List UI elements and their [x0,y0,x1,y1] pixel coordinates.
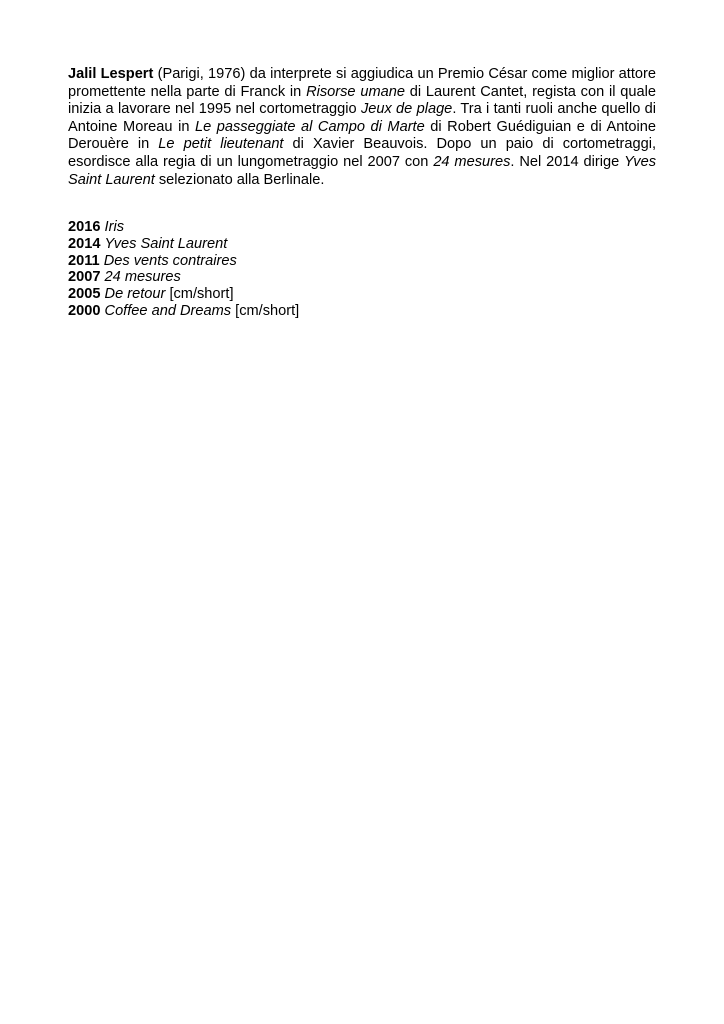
director-name: Jalil Lespert [68,66,154,82]
bio-text: . Tra i tanti ruoli anche quello di Antoine Moreau in [68,101,657,135]
film-year: 2000 [68,302,101,319]
filmography-item [68,269,656,286]
bio-text: di Xavier Beauvois. Dopo un paio di cortometraggi, esordisce alla regia di un lungometraggio nel 2007 con [68,136,657,170]
bio-text: . Nel 2014 dirige [510,153,625,170]
film-title: 24 mesures [104,269,181,286]
biography-paragraph [68,66,656,189]
film-title: De retour [104,286,166,303]
film-title: Risorse umane [306,83,405,100]
film-title: Des vents contraires [103,252,237,269]
film-title: Yves Saint Laurent [68,153,656,188]
filmography-item [68,253,656,270]
bio-text: di Laurent Cantet, regista con il quale inizia a lavorare nel 1995 nel cortometraggio [68,83,656,118]
bio-text: di Robert Guédiguian e di Antoine Derouère in [68,118,656,153]
film-title: Coffee and Dreams [104,302,232,319]
film-year: 2014 [68,235,101,252]
film-format-note: [cm/short] [235,302,300,319]
film-title: Iris [104,219,124,235]
film-year: 2007 [68,269,101,286]
film-title: 24 mesures [433,153,511,170]
film-title: Le passeggiate al Campo di Marte [194,118,425,135]
film-title: Le petit lieutenant [158,136,284,153]
film-year: 2005 [68,286,101,303]
film-title: Yves Saint Laurent [104,235,228,252]
filmography-item [68,236,656,253]
film-year: 2011 [68,252,100,269]
filmography-list [68,219,656,320]
bio-text: (Parigi, 1976) da interprete si aggiudica un Premio César come miglior attore promettente nella parte di Franck in [68,66,657,100]
film-title: Jeux de plage [360,101,453,118]
filmography-item [68,303,656,320]
filmography-item [68,219,656,236]
bio-text: selezionato alla Berlinale. [154,171,325,188]
filmography-item [68,286,656,303]
film-format-note: [cm/short] [169,286,234,303]
film-year: 2016 [68,219,101,235]
